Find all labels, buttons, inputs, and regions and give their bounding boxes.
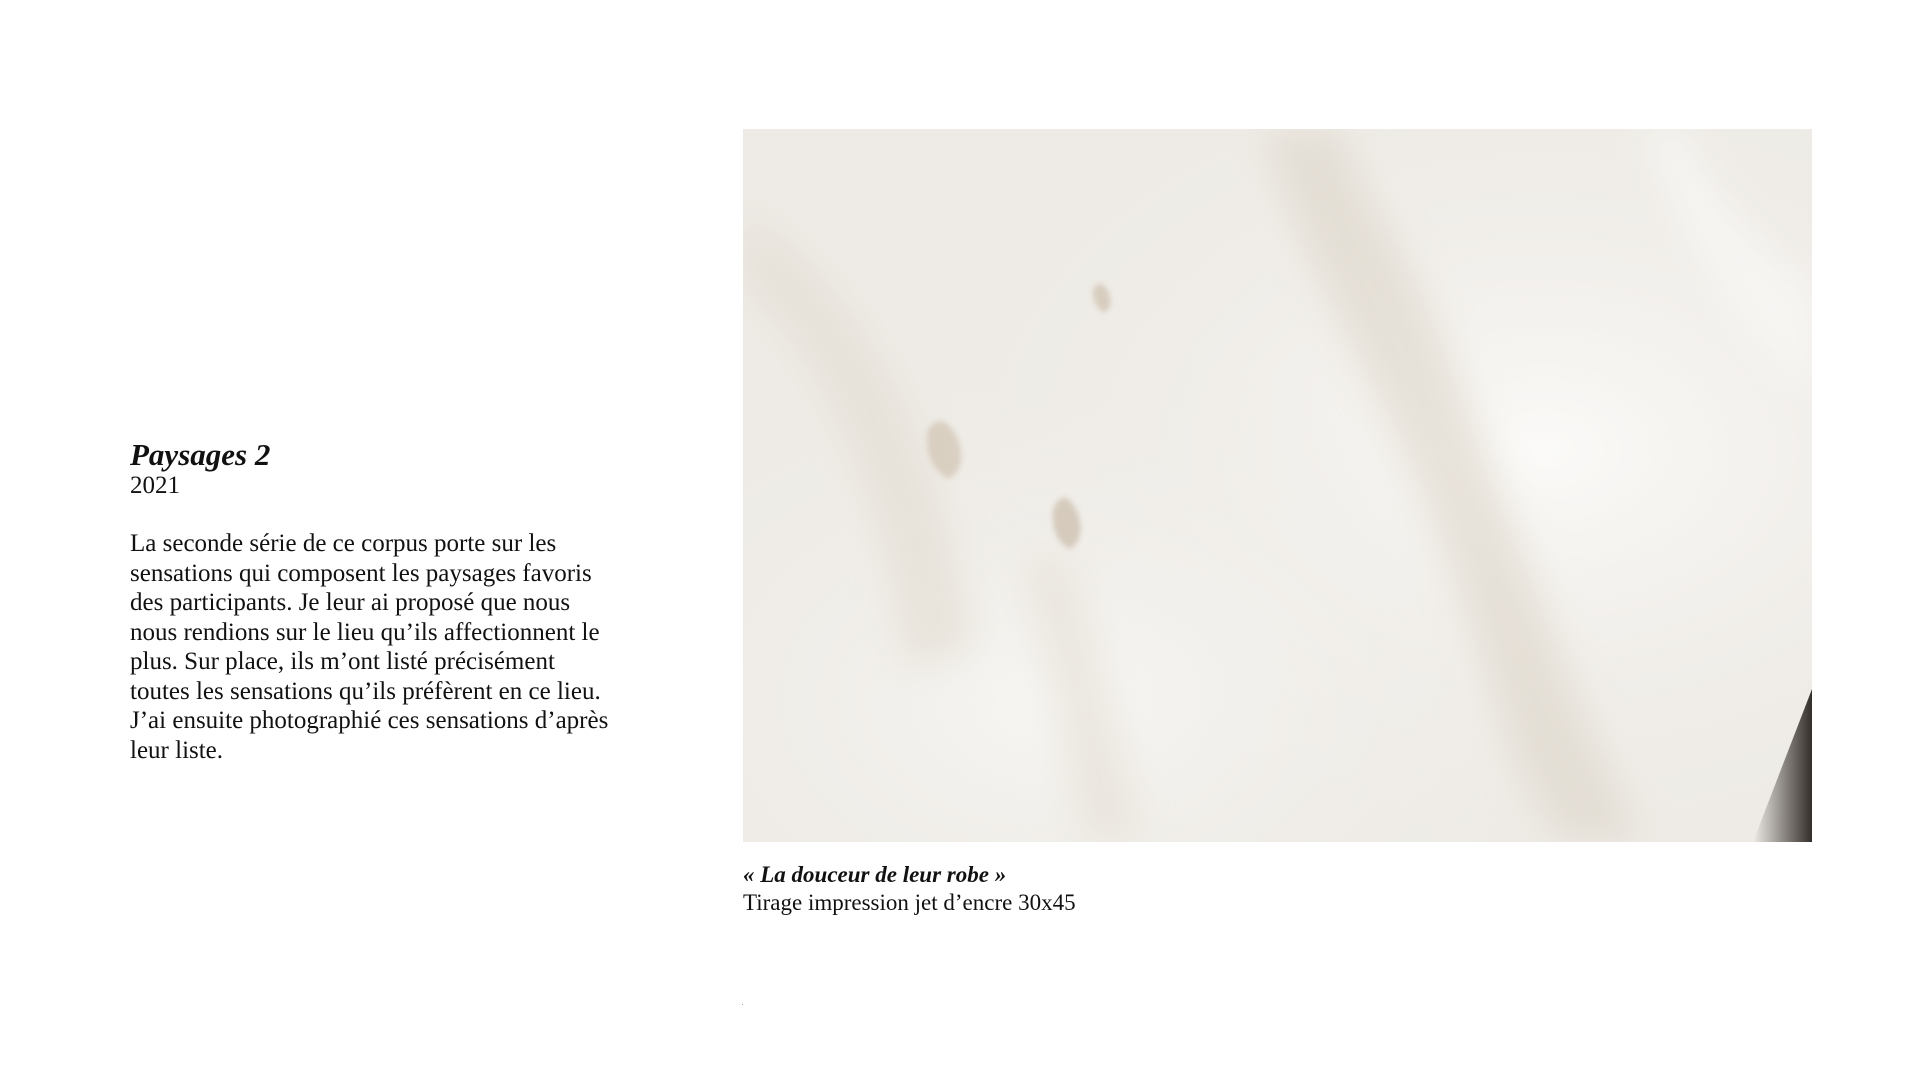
work-description-block xyxy=(130,438,690,765)
work-title: Paysages 2 xyxy=(130,437,271,472)
caption-title: « La douceur de leur robe » xyxy=(743,862,1007,887)
work-year: 2021 xyxy=(130,472,180,499)
horse-coat-photo xyxy=(743,129,1812,842)
photo-caption xyxy=(743,861,1643,917)
stray-dot xyxy=(742,1004,743,1005)
work-description: La seconde série de ce corpus porte sur les sensations qui composent les paysages favoris des participants. Je leur ai proposé que nous nous rendions sur le lieu qu’ils affectionnent le plus. Sur place, ils m’ont listé précisément toutes les sensations qu’ils préfèrent en ce lieu. J’ai ensuite photographié ces sensations d’après leur liste. xyxy=(130,530,609,764)
caption-medium: Tirage impression jet d’encre 30x45 xyxy=(743,890,1076,915)
horse-coat-image xyxy=(743,129,1812,842)
